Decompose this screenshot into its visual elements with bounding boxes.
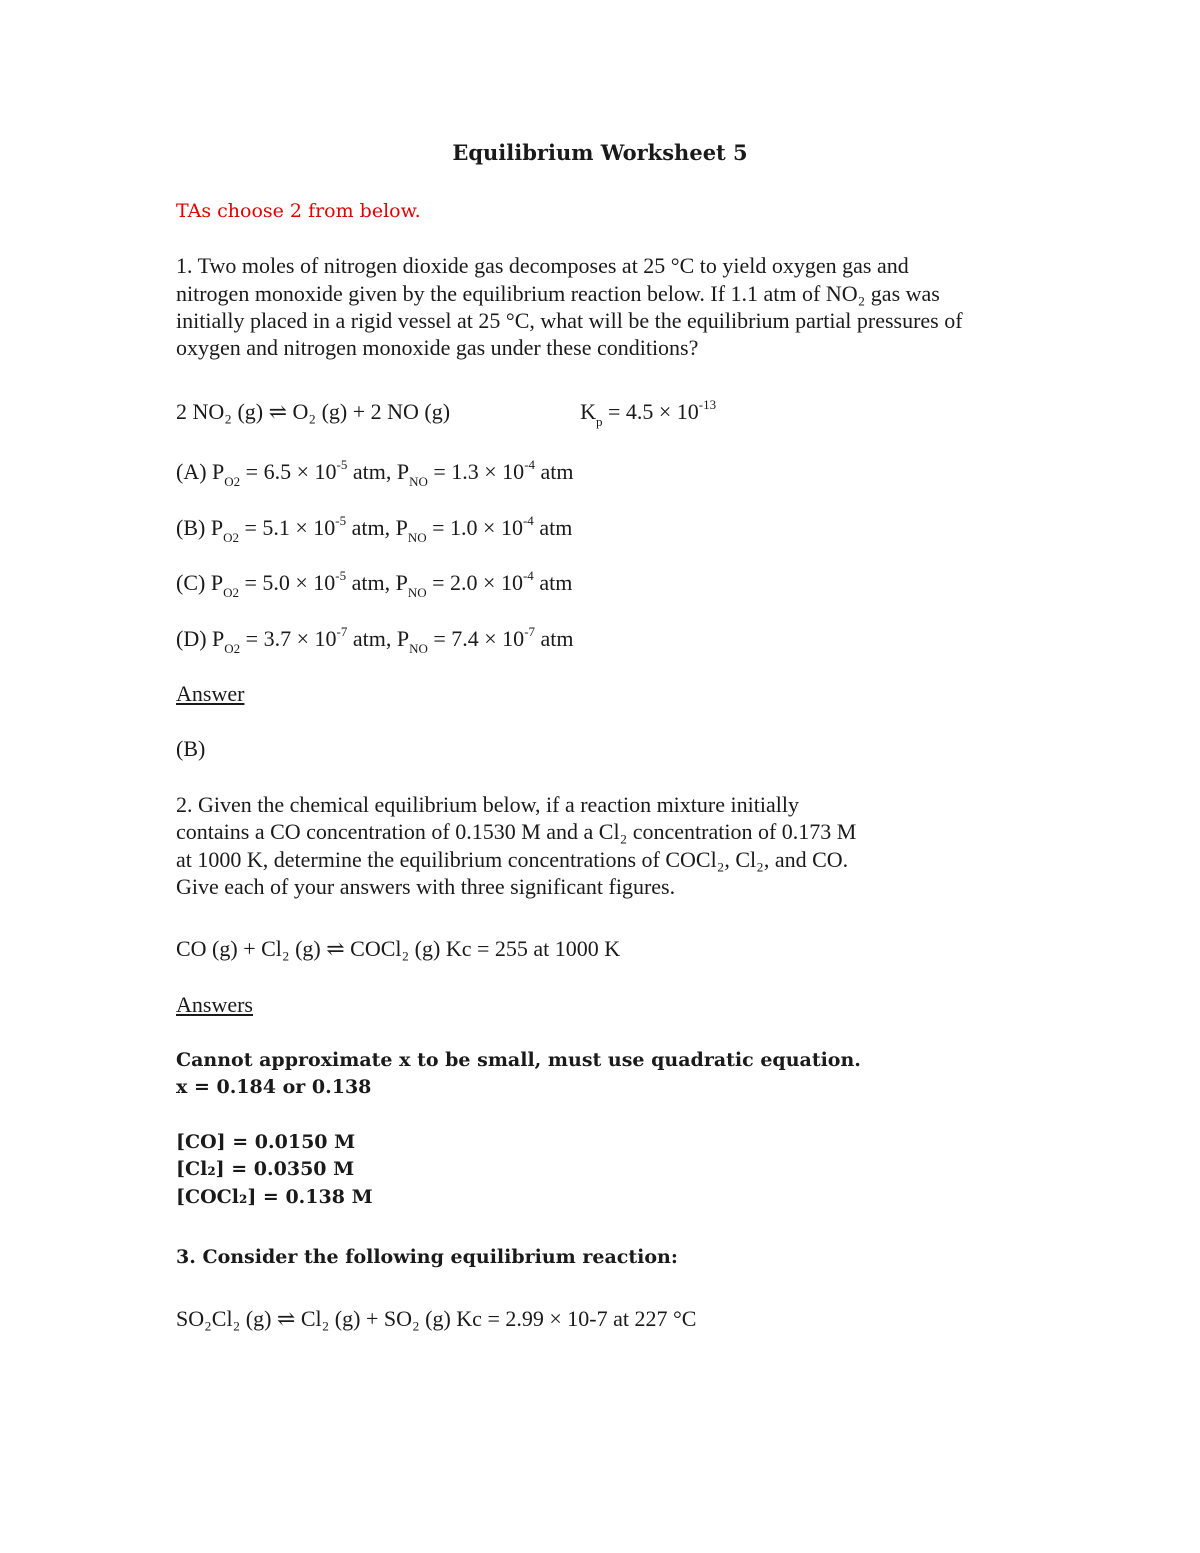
q1-answer-heading: Answer: [176, 681, 245, 706]
q1-reaction: 2 NO₂ (g) ⇌ O₂ (g) + 2 NO (g): [176, 399, 451, 424]
q2-answers-heading: Answers: [176, 992, 253, 1017]
q2-result-co: [CO] = 0.0150 M: [176, 1131, 356, 1153]
page-title: Equilibrium Worksheet 5: [452, 140, 748, 165]
q2-line-2: contains a CO concentration of 0.1530 M and a Cl₂ concentration of 0.173 M: [176, 819, 857, 844]
q1-line-2: nitrogen monoxide given by the equilibrium reaction below. If 1.1 atm of NO₂ gas was: [176, 281, 940, 306]
q2-reaction: CO (g) + Cl₂ (g) ⇌ COCl₂ (g) Kc = 255 at 1000 K: [176, 936, 621, 961]
q2-result-cl2: [Cl₂] = 0.0350 M: [176, 1158, 355, 1180]
instruction-text: TAs choose 2 from below.: [176, 200, 421, 222]
q1-option-b: (B) $P_{O2} = 5.1 \times 10^{-5}$ atm, $P_{NO} = 1.0 \times 10^{-4}$ atm: [176, 512, 573, 546]
kp-label: K: [580, 399, 596, 424]
q2-result-cocl2: [COCl₂] = 0.138 M: [176, 1186, 373, 1208]
q2-note: Cannot approximate x to be small, must use quadratic equation.: [176, 1049, 861, 1071]
q1-line-3: initially placed in a rigid vessel at 25 °C, what will be the equilibrium partial pressures of: [176, 308, 963, 333]
q1-option-a: (A) $P_{O2} = 6.5 \times 10^{-5}$ atm, $P_{NO} = 1.3 \times 10^{-4}$ atm: [176, 456, 574, 490]
q3-reaction: SO₂Cl₂ (g) ⇌ Cl₂ (g) + SO₂ (g) Kc = 2.99 × 10-7 at 227 °C: [176, 1306, 697, 1331]
q2-line-3: at 1000 K, determine the equilibrium concentrations of COCl₂, Cl₂, and CO.: [176, 847, 849, 872]
kp-subscript: p: [595, 414, 603, 430]
q1-option-c: (C) $P_{O2} = 5.0 \times 10^{-5}$ atm, $P_{NO} = 2.0 \times 10^{-4}$ atm: [176, 567, 573, 601]
q1-line-1: 1. Two moles of nitrogen dioxide gas decomposes at 25 °C to yield oxygen gas and: [176, 253, 909, 278]
q2-line-4: Give each of your answers with three significant figures.: [176, 874, 676, 899]
q1-line-4: oxygen and nitrogen monoxide gas under these conditions?: [176, 335, 699, 360]
q1-option-d: (D) $P_{O2} = 3.7 \times 10^{-7}$ atm, $P_{NO} = 7.4 \times 10^{-7}$ atm: [176, 623, 574, 657]
kp-exponent: -13: [698, 396, 717, 412]
q1-reaction-line: [176, 396, 717, 430]
q2-x-value: x = 0.184 or 0.138: [176, 1076, 372, 1098]
q1-answer: (B): [176, 736, 206, 761]
kp-value: = 4.5 × 10: [602, 399, 699, 424]
q2-line-1: 2. Given the chemical equilibrium below, if a reaction mixture initially: [176, 792, 799, 817]
q3-heading: 3. Consider the following equilibrium reaction:: [176, 1246, 678, 1268]
